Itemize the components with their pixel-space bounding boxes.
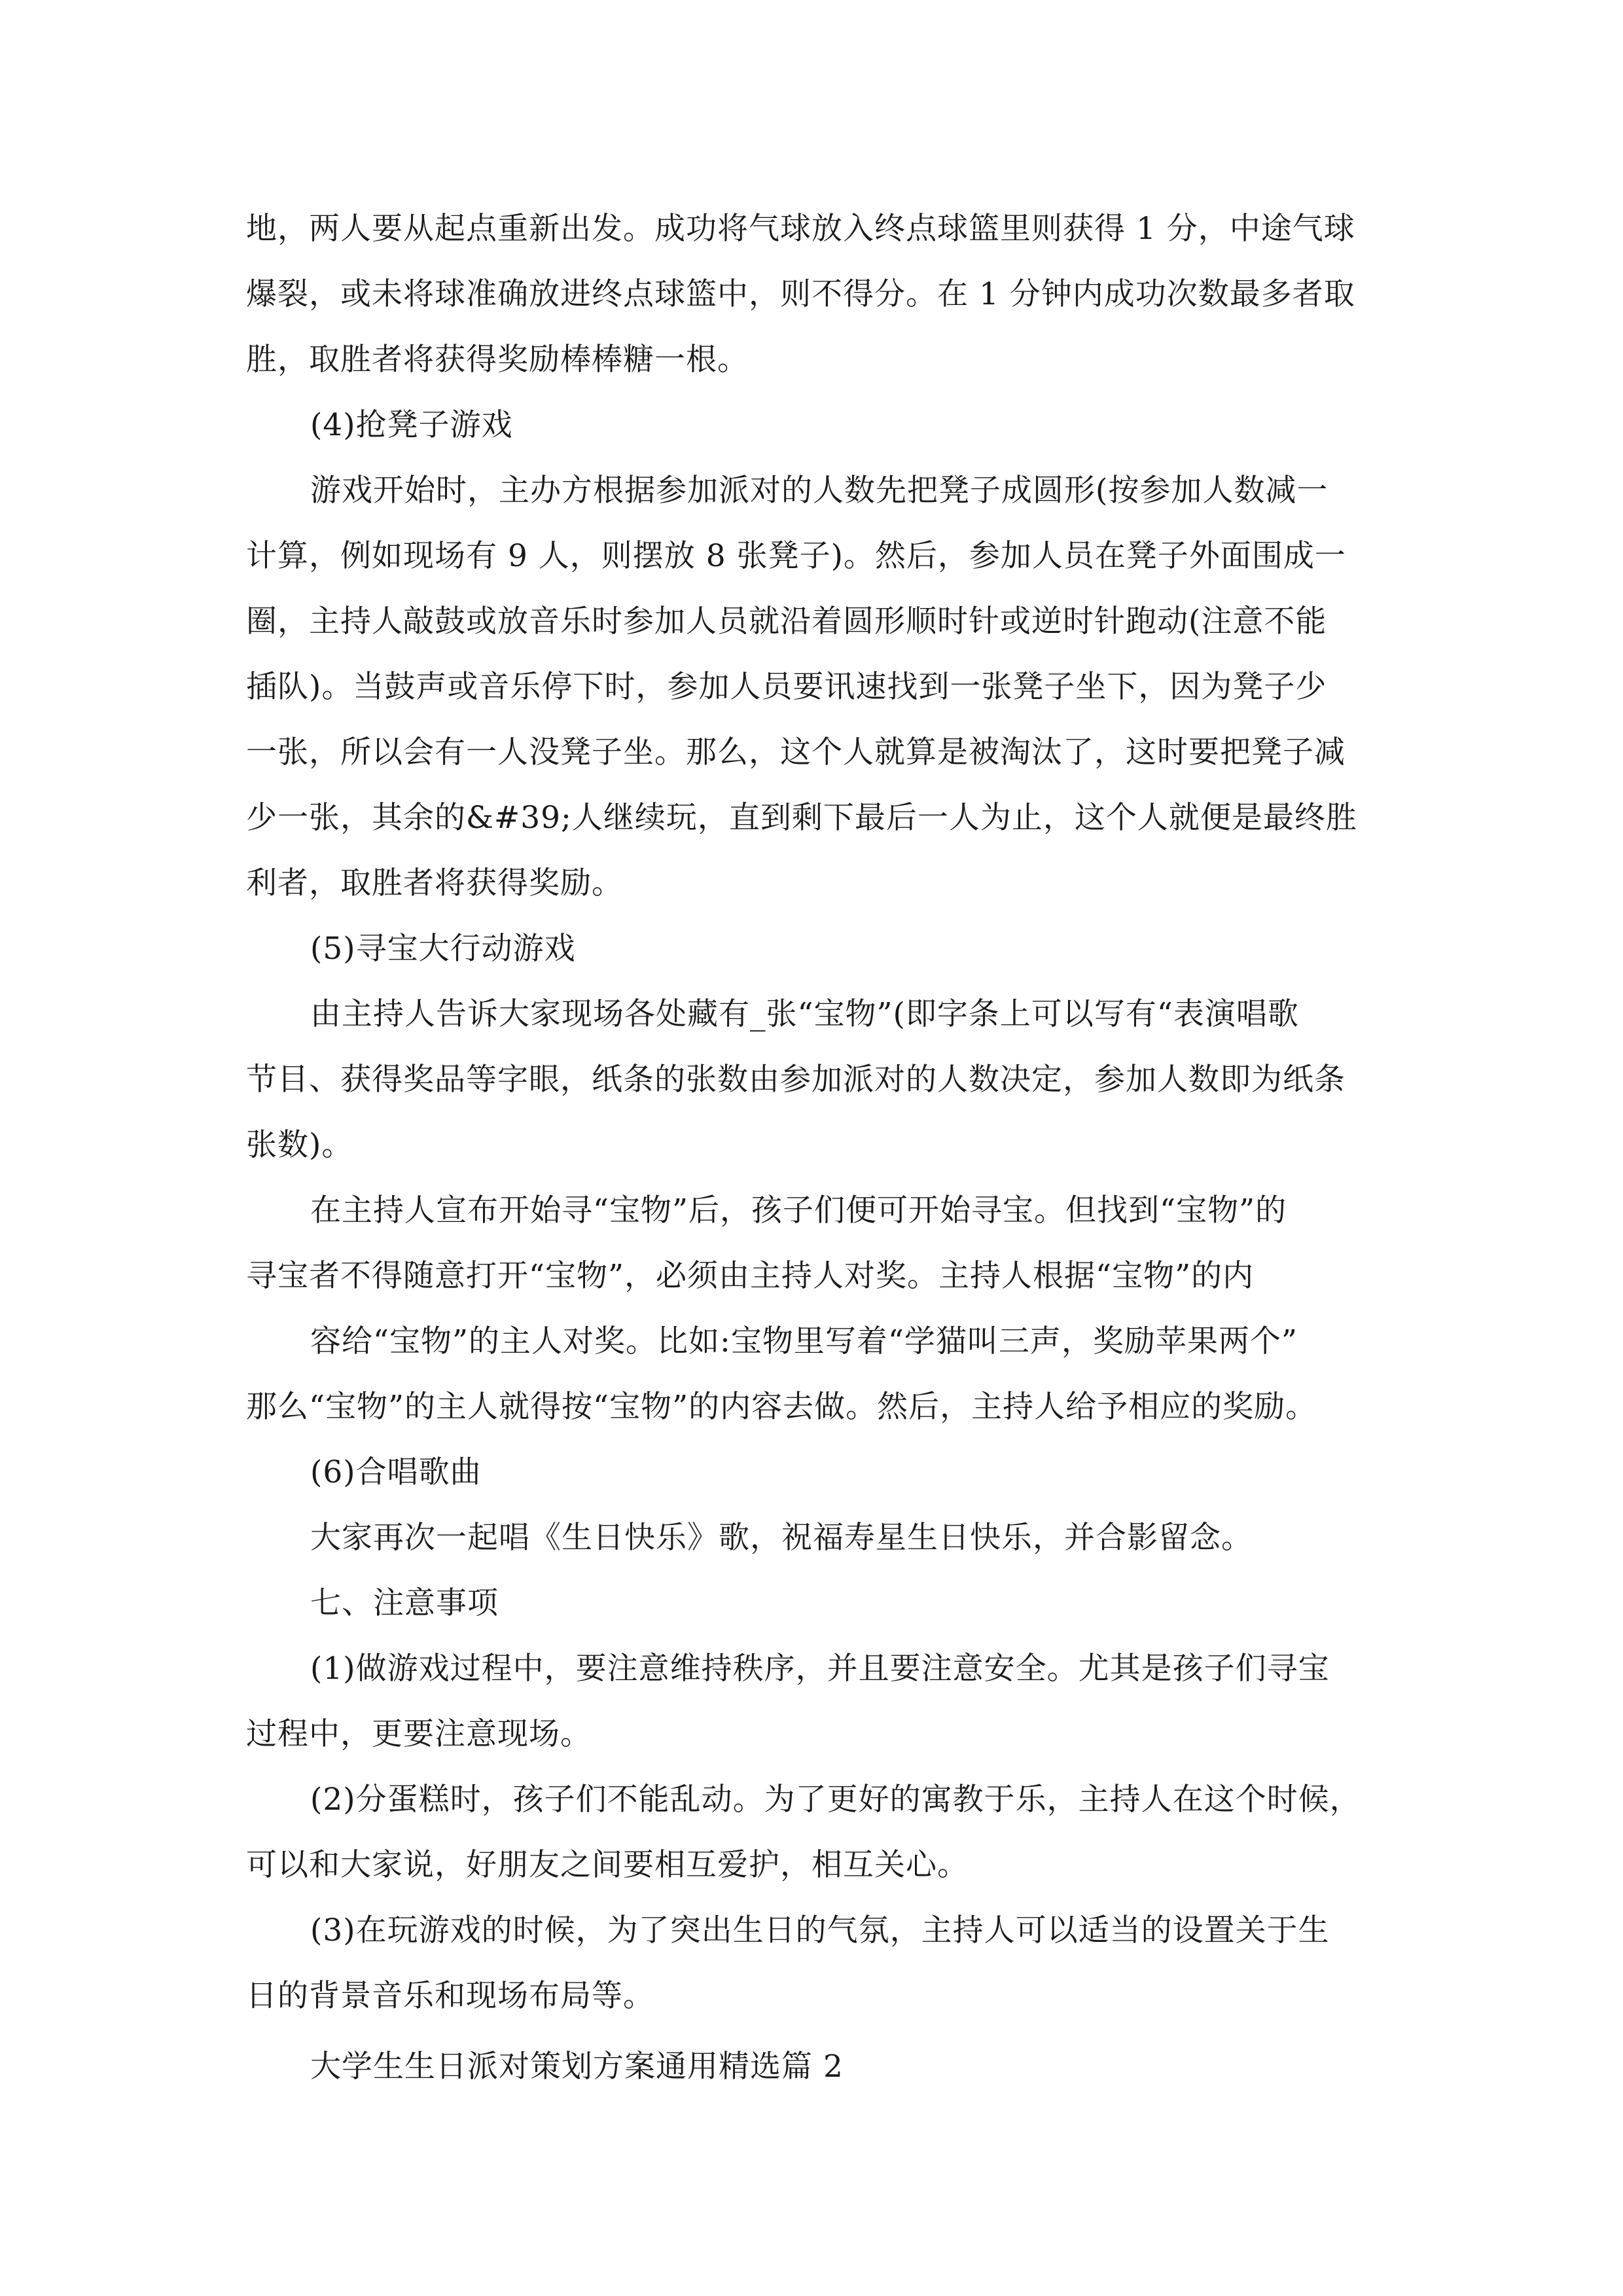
text-line: 游戏开始时，主办方根据参加派对的人数先把凳子成圆形(按参加人数减一 <box>310 473 1329 509</box>
paragraph-balloon-rules <box>246 196 1378 393</box>
text-line: 圈，主持人敲鼓或放音乐时参加人员就沿着圆形顺时针或逆时针跑动(注意不能 <box>246 603 1327 639</box>
text-line: 在主持人宣布开始寻“宝物”后，孩子们便可开始寻宝。但找到“宝物”的 <box>310 1193 1287 1229</box>
text-line: 胜，取胜者将获得奖励棒棒糖一根。 <box>246 342 749 378</box>
paragraph-musical-chairs <box>246 458 1378 916</box>
text-line: 寻宝者不得随意打开“宝物”，必须由主持人对奖。主持人根据“宝物”的内 <box>246 1258 1255 1294</box>
document-body <box>246 196 1378 2100</box>
text-line: 爆裂，或未将球准确放进终点球篮中，则不得分。在 1 分钟内成功次数最多者取 <box>246 276 1355 312</box>
paragraph-treasure-hunt <box>246 982 1378 1178</box>
text-line: 节目、获得奖品等字眼，纸条的张数由参加派对的人数决定，参加人数即为纸条 <box>246 1062 1346 1098</box>
text-line: (3)在玩游戏的时候，为了突出生日的气氛，主持人可以适当的设置关于生 <box>310 1912 1330 1948</box>
text-line: 那么“宝物”的主人就得按“宝物”的内容去做。然后，主持人给予相应的奖励。 <box>246 1389 1317 1425</box>
paragraph-note-2 <box>246 1767 1378 1898</box>
paragraph-sing-song: 大家再次一起唱《生日快乐》歌，祝福寿星生日快乐，并合影留念。 <box>310 1520 1253 1556</box>
text-line: 计算，例如现场有 9 人，则摆放 8 张凳子)。然后，参加人员在凳子外面围成一 <box>246 538 1346 574</box>
text-line: 插队)。当鼓声或音乐停下时，参加人员要讯速找到一张凳子坐下，因为凳子少 <box>246 669 1327 705</box>
section-title-part-2: 大学生生日派对策划方案通用精选篇 2 <box>310 2049 844 2085</box>
text-line: 容给“宝物”的主人对奖。比如:宝物里写着“学猫叫三声，奖励苹果两个” <box>310 1323 1298 1359</box>
paragraph-note-3 <box>246 1898 1378 2029</box>
heading-musical-chairs: (4)抢凳子游戏 <box>310 407 513 443</box>
heading-sing-song: (6)合唱歌曲 <box>310 1454 482 1490</box>
text-line: (1)做游戏过程中，要注意维持秩序，并且要注意安全。尤其是孩子们寻宝 <box>310 1651 1330 1687</box>
paragraph-note-1 <box>246 1636 1378 1767</box>
paragraph-treasure-search <box>246 1178 1378 1309</box>
text-line: 少一张，其余的&#39;人继续玩，直到剩下最后一人为止，这个人就便是最终胜 <box>246 800 1357 836</box>
text-line: (2)分蛋糕时，孩子们不能乱动。为了更好的寓教于乐，主持人在这个时候， <box>310 1782 1361 1818</box>
text-line: 一张，所以会有一人没凳子坐。那么，这个人就算是被淘汰了，这时要把凳子减 <box>246 734 1346 770</box>
text-line: 日的背景音乐和现场布局等。 <box>246 1978 654 2014</box>
paragraph-treasure-reward <box>246 1309 1378 1440</box>
text-line: 地，两人要从起点重新出发。成功将气球放入终点球篮里则获得 1 分，中途气球 <box>246 211 1355 247</box>
text-line: 过程中，更要注意现场。 <box>246 1716 592 1752</box>
text-line: 张数)。 <box>246 1127 353 1163</box>
text-line: 可以和大家说，好朋友之间要相互爱护，相互关心。 <box>246 1847 969 1883</box>
text-line: 由主持人告诉大家现场各处藏有_张“宝物”(即字条上可以写有“表演唱歌 <box>310 996 1299 1032</box>
heading-treasure-hunt: (5)寻宝大行动游戏 <box>310 931 576 967</box>
text-line: 利者，取胜者将获得奖励。 <box>246 865 623 901</box>
heading-notes: 七、注意事项 <box>310 1585 499 1621</box>
